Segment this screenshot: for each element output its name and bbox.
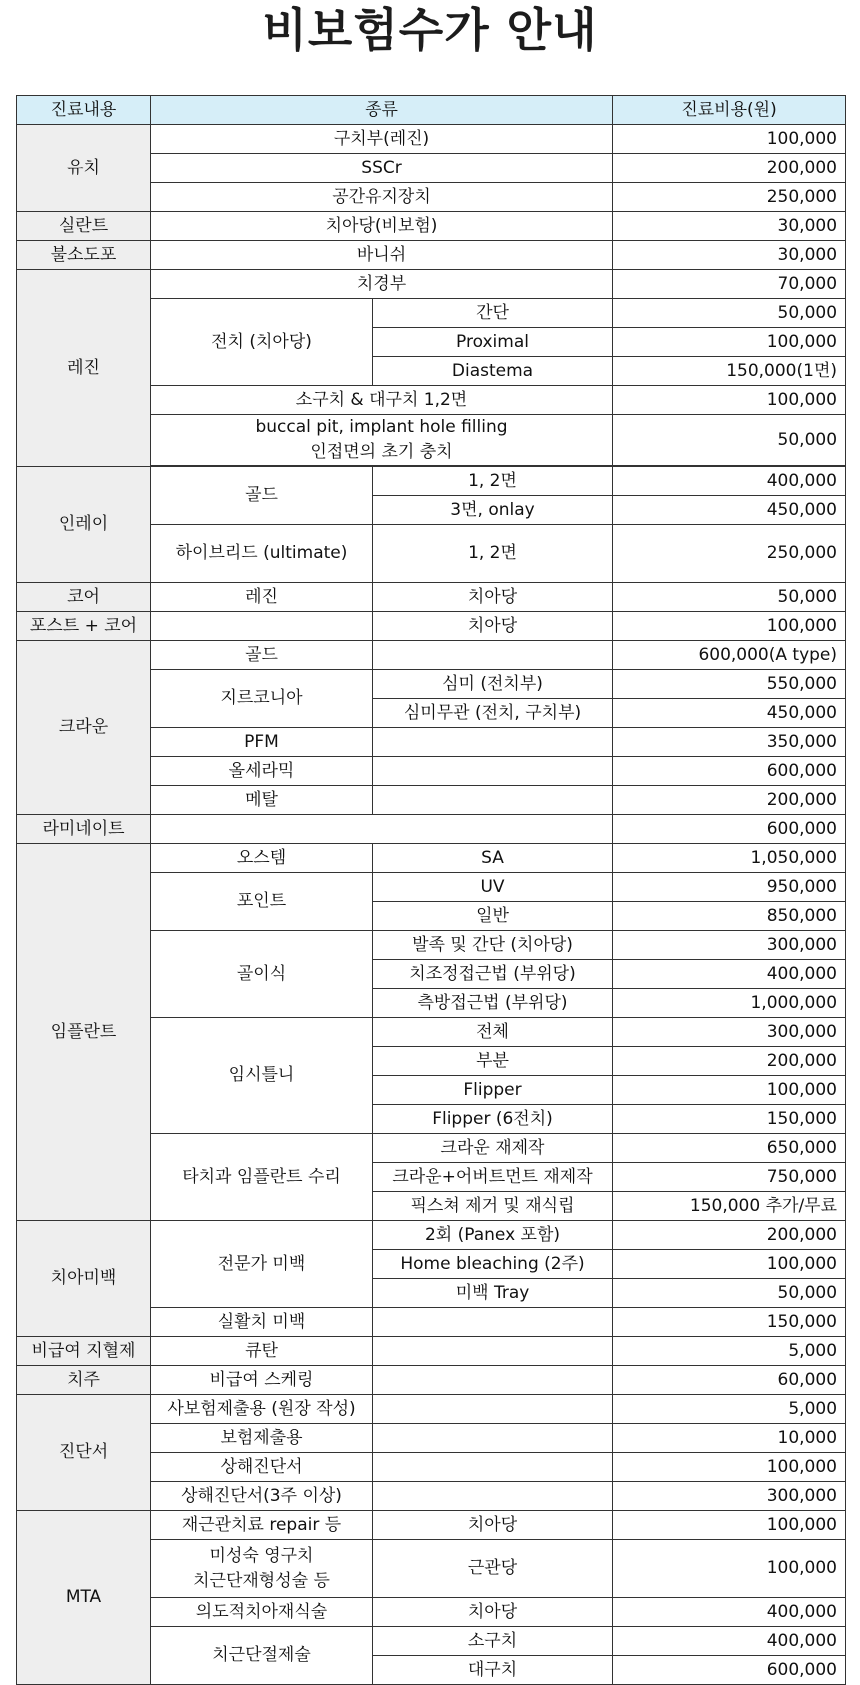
kind-cell: 재근관치료 repair 등 <box>151 1511 373 1540</box>
kind-line: 치근단재형성술 등 <box>193 1570 330 1591</box>
price-cell: 600,000 <box>613 757 846 786</box>
kind-line: 인접면의 초기 충치 <box>310 442 453 462</box>
price-cell: 300,000 <box>613 1018 846 1047</box>
header-price: 진료비용(원) <box>613 96 846 125</box>
subkind-cell: 심미 (전치부) <box>373 670 613 699</box>
kind-cell: 오스템 <box>151 844 373 873</box>
kind-cell: 바니쉬 <box>151 241 613 270</box>
subkind-cell: 1, 2면 <box>373 525 613 583</box>
kind-cell: 공간유지장치 <box>151 183 613 212</box>
subkind-cell: 치아당 <box>373 583 613 612</box>
category-cell: 불소도포 <box>17 241 151 270</box>
subkind-cell <box>373 1337 613 1366</box>
subkind-cell: 픽스쳐 제거 및 재식립 <box>373 1192 613 1221</box>
price-cell: 100,000 <box>613 1076 846 1105</box>
table-row <box>17 1366 846 1395</box>
kind-cell: 골드 <box>151 467 373 525</box>
price-cell: 50,000 <box>613 415 846 466</box>
price-cell: 350,000 <box>613 728 846 757</box>
subkind-cell: Flipper (6전치) <box>373 1105 613 1134</box>
price-cell: 100,000 <box>613 1540 846 1598</box>
price-cell: 50,000 <box>613 583 846 612</box>
subkind-cell: Proximal <box>373 328 613 357</box>
table-row <box>17 212 846 241</box>
kind-cell: 보험제출용 <box>151 1424 373 1453</box>
subkind-cell: 부분 <box>373 1047 613 1076</box>
subkind-cell: 간단 <box>373 299 613 328</box>
price-cell: 200,000 <box>613 1221 846 1250</box>
category-cell: 유치 <box>17 125 151 212</box>
subkind-cell: Home bleaching (2주) <box>373 1250 613 1279</box>
subkind-cell: SA <box>373 844 613 873</box>
price-cell: 150,000(1면) <box>613 357 846 386</box>
subkind-cell: 대구치 <box>373 1656 613 1685</box>
category-cell: 라미네이트 <box>17 815 151 844</box>
price-cell: 30,000 <box>613 241 846 270</box>
price-cell: 200,000 <box>613 786 846 815</box>
table-header-row <box>17 96 846 125</box>
subkind-cell: 3면, onlay <box>373 496 613 525</box>
price-cell: 450,000 <box>613 699 846 728</box>
kind-cell: 포인트 <box>151 873 373 931</box>
subkind-cell <box>373 757 613 786</box>
kind-cell: 전문가 미백 <box>151 1221 373 1308</box>
kind-cell: 올세라믹 <box>151 757 373 786</box>
price-cell: 100,000 <box>613 386 846 415</box>
category-cell: 레진 <box>17 270 151 467</box>
kind-cell: 소구치 & 대구치 1,2면 <box>151 386 613 415</box>
kind-cell: 골드 <box>151 641 373 670</box>
subkind-cell: 크라운 재제작 <box>373 1134 613 1163</box>
price-cell: 200,000 <box>613 1047 846 1076</box>
kind-cell <box>151 815 613 844</box>
subkind-cell: 소구치 <box>373 1627 613 1656</box>
price-cell: 10,000 <box>613 1424 846 1453</box>
price-cell: 70,000 <box>613 270 846 299</box>
price-cell: 50,000 <box>613 1279 846 1308</box>
price-cell: 600,000 <box>613 1656 846 1685</box>
price-cell: 450,000 <box>613 496 846 525</box>
kind-cell: 치근단절제술 <box>151 1627 373 1685</box>
price-cell: 300,000 <box>613 931 846 960</box>
subkind-cell: 치아당 <box>373 1598 613 1627</box>
subkind-cell <box>373 1482 613 1511</box>
kind-cell: 의도적치아재식술 <box>151 1598 373 1627</box>
price-cell: 1,050,000 <box>613 844 846 873</box>
subkind-cell <box>373 1424 613 1453</box>
kind-line: 미성숙 영구치 <box>209 1545 314 1566</box>
header-kind: 종류 <box>151 96 613 125</box>
price-cell: 100,000 <box>613 1511 846 1540</box>
table-row <box>17 125 846 154</box>
kind-cell: 레진 <box>151 583 373 612</box>
kind-cell: 골이식 <box>151 931 373 1018</box>
kind-cell: 지르코니아 <box>151 670 373 728</box>
kind-line: buccal pit, implant hole filling <box>255 417 508 437</box>
price-cell: 400,000 <box>613 1627 846 1656</box>
table-row <box>17 1511 846 1540</box>
subkind-cell: 치아당 <box>373 612 613 641</box>
subkind-cell: 치아당 <box>373 1511 613 1540</box>
subkind-cell <box>373 1453 613 1482</box>
kind-cell: 상해진단서(3주 이상) <box>151 1482 373 1511</box>
subkind-cell: 일반 <box>373 902 613 931</box>
fee-table <box>16 95 846 1685</box>
category-cell: MTA <box>17 1511 151 1685</box>
kind-cell: 큐탄 <box>151 1337 373 1366</box>
subkind-cell: 크라운+어버트먼트 재제작 <box>373 1163 613 1192</box>
price-cell: 30,000 <box>613 212 846 241</box>
price-cell: 850,000 <box>613 902 846 931</box>
category-cell: 치주 <box>17 1366 151 1395</box>
category-cell: 진단서 <box>17 1395 151 1511</box>
subkind-cell <box>373 1366 613 1395</box>
table-row <box>17 583 846 612</box>
category-cell: 실란트 <box>17 212 151 241</box>
category-cell: 치아미백 <box>17 1221 151 1337</box>
header-category: 진료내용 <box>17 96 151 125</box>
subkind-cell: 심미무관 (전치, 구치부) <box>373 699 613 728</box>
subkind-cell <box>373 1395 613 1424</box>
category-cell: 인레이 <box>17 467 151 583</box>
table-row <box>17 241 846 270</box>
subkind-cell: 2회 (Panex 포함) <box>373 1221 613 1250</box>
table-row <box>17 844 846 873</box>
price-cell: 60,000 <box>613 1366 846 1395</box>
category-cell: 코어 <box>17 583 151 612</box>
kind-cell: SSCr <box>151 154 613 183</box>
kind-cell: 임시틀니 <box>151 1018 373 1134</box>
subkind-cell <box>373 728 613 757</box>
category-cell: 임플란트 <box>17 844 151 1221</box>
price-cell: 400,000 <box>613 467 846 496</box>
table-row <box>17 641 846 670</box>
subkind-cell: Diastema <box>373 357 613 386</box>
price-cell: 200,000 <box>613 154 846 183</box>
subkind-cell: UV <box>373 873 613 902</box>
price-cell: 5,000 <box>613 1337 846 1366</box>
table-row <box>17 467 846 496</box>
subkind-cell <box>373 786 613 815</box>
table-row <box>17 1337 846 1366</box>
subkind-cell <box>373 1308 613 1337</box>
price-cell: 550,000 <box>613 670 846 699</box>
kind-cell: 치아당(비보험) <box>151 212 613 241</box>
page-title: 비보험수가 안내 <box>262 3 598 57</box>
subkind-cell: 발족 및 간단 (치아당) <box>373 931 613 960</box>
price-cell: 950,000 <box>613 873 846 902</box>
price-cell: 50,000 <box>613 299 846 328</box>
category-cell: 비급여 지혈제 <box>17 1337 151 1366</box>
price-cell: 150,000 <box>613 1308 846 1337</box>
table-row <box>17 270 846 299</box>
kind-cell: 구치부(레진) <box>151 125 613 154</box>
price-cell: 100,000 <box>613 125 846 154</box>
kind-cell: 전치 (치아당) <box>151 299 373 386</box>
kind-cell: 하이브리드 (ultimate) <box>151 525 373 583</box>
price-cell: 100,000 <box>613 328 846 357</box>
price-cell: 400,000 <box>613 960 846 989</box>
price-cell: 100,000 <box>613 1250 846 1279</box>
price-cell: 1,000,000 <box>613 989 846 1018</box>
subkind-cell <box>373 641 613 670</box>
price-cell: 250,000 <box>613 525 846 583</box>
category-cell: 포스트 + 코어 <box>17 612 151 641</box>
subkind-cell: Flipper <box>373 1076 613 1105</box>
kind-cell <box>151 415 613 466</box>
category-cell: 크라운 <box>17 641 151 815</box>
price-cell: 250,000 <box>613 183 846 212</box>
price-cell: 150,000 추가/무료 <box>613 1192 846 1221</box>
kind-cell: 비급여 스케링 <box>151 1366 373 1395</box>
kind-cell <box>151 1540 373 1598</box>
table-row <box>17 815 846 844</box>
table-row <box>17 612 846 641</box>
subkind-cell: 전체 <box>373 1018 613 1047</box>
subkind-cell: 1, 2면 <box>373 467 613 496</box>
price-cell: 750,000 <box>613 1163 846 1192</box>
table-row <box>17 1221 846 1250</box>
kind-cell: 타치과 임플란트 수리 <box>151 1134 373 1221</box>
kind-cell: 실활치 미백 <box>151 1308 373 1337</box>
kind-cell: PFM <box>151 728 373 757</box>
subkind-cell: 근관당 <box>373 1540 613 1598</box>
price-cell: 600,000 <box>613 815 846 844</box>
table-row <box>17 1395 846 1424</box>
subkind-cell: 측방접근법 (부위당) <box>373 989 613 1018</box>
kind-cell: 치경부 <box>151 270 613 299</box>
kind-cell: 사보험제출용 (원장 작성) <box>151 1395 373 1424</box>
price-cell: 400,000 <box>613 1598 846 1627</box>
subkind-cell: 미백 Tray <box>373 1279 613 1308</box>
price-cell: 300,000 <box>613 1482 846 1511</box>
price-cell: 5,000 <box>613 1395 846 1424</box>
kind-cell: 상해진단서 <box>151 1453 373 1482</box>
price-cell: 650,000 <box>613 1134 846 1163</box>
kind-cell <box>151 612 373 641</box>
price-cell: 100,000 <box>613 1453 846 1482</box>
kind-cell: 메탈 <box>151 786 373 815</box>
price-cell: 150,000 <box>613 1105 846 1134</box>
price-cell: 600,000(A type) <box>613 641 846 670</box>
price-cell: 100,000 <box>613 612 846 641</box>
subkind-cell: 치조정접근법 (부위당) <box>373 960 613 989</box>
